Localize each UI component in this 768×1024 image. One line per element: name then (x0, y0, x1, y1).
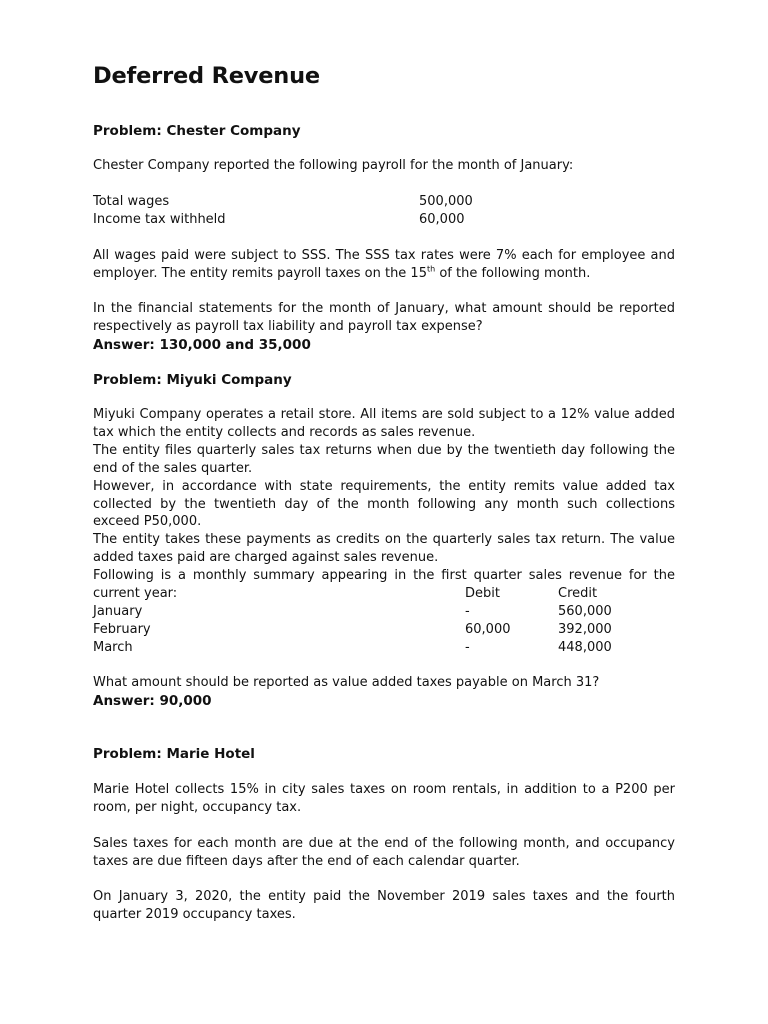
marie-heading: Problem: Marie Hotel (93, 746, 255, 762)
payroll-row (93, 193, 675, 211)
debit-cell: 60,000 (465, 622, 511, 637)
miyuki-body (93, 406, 675, 603)
miyuki-question: What amount should be reported as value added taxes payable on March 31? (93, 675, 600, 690)
marie-paragraph: Marie Hotel collects 15% in city sales taxes on room rentals, in addition to a P200 per room, per night, occupancy tax. (93, 782, 675, 815)
payroll-row (93, 211, 675, 229)
miyuki-paragraph: Following is a monthly summary appearing in the first quarter sales revenue for the current year: (93, 568, 675, 602)
document-title: Deferred Revenue (93, 63, 320, 89)
miyuki-paragraph: The entity files quarterly sales tax returns when due by the twentieth day following the end of the sales quarter. (93, 442, 675, 476)
chester-question: In the financial statements for the month of January, what amount should be reported respectively as payroll tax liability and payroll tax expense? (93, 301, 675, 334)
miyuki-paragraph: However, in accordance with state requirements, the entity remits value added tax collected by the twentieth day of the month following any month such collections exceed P50,000. (93, 478, 675, 530)
debit-cell: - (465, 604, 470, 619)
payroll-label: Income tax withheld (93, 212, 226, 227)
payroll-value: 500,000 (419, 194, 473, 209)
marie-paragraph: On January 3, 2020, the entity paid the November 2019 sales taxes and the fourth quarter 2019 occupancy taxes. (93, 889, 675, 922)
table-row (93, 621, 675, 639)
credit-cell: 560,000 (558, 604, 612, 619)
month-cell: March (93, 640, 133, 655)
summary-table-header (93, 585, 675, 603)
debit-header: Debit (465, 586, 500, 601)
credit-header: Credit (558, 586, 598, 601)
chester-sss-paragraph (93, 247, 675, 283)
month-cell: January (93, 604, 143, 619)
credit-cell: 392,000 (558, 622, 612, 637)
debit-cell: - (465, 640, 470, 655)
sss-text-part2: of the following month. (435, 265, 591, 281)
marie-paragraph: Sales taxes for each month are due at the end of the following month, and occupancy taxes are due fifteen days after the end of each calendar quarter. (93, 836, 675, 869)
table-row (93, 639, 675, 657)
ordinal-superscript: th (426, 264, 436, 274)
miyuki-answer: Answer: 90,000 (93, 693, 212, 709)
miyuki-heading: Problem: Miyuki Company (93, 372, 292, 388)
miyuki-paragraph: The entity takes these payments as credits on the quarterly sales tax return. The value added taxes paid are charged against sales revenue. (93, 532, 675, 566)
chester-intro: Chester Company reported the following payroll for the month of January: (93, 158, 574, 173)
credit-cell: 448,000 (558, 640, 612, 655)
miyuki-paragraph: Miyuki Company operates a retail store. All items are sold subject to a 12% value added tax which the entity collects and records as sales revenue. (93, 407, 675, 440)
month-cell: February (93, 622, 151, 637)
chester-answer: Answer: 130,000 and 35,000 (93, 337, 311, 353)
table-row (93, 603, 675, 621)
payroll-value: 60,000 (419, 212, 465, 227)
chester-heading: Problem: Chester Company (93, 123, 301, 139)
sss-text-part1: All wages paid were subject to SSS. The SSS tax rates were 7% each for employee and employer. The entity remits payroll taxes on the 15 (93, 248, 675, 281)
payroll-label: Total wages (93, 194, 170, 209)
